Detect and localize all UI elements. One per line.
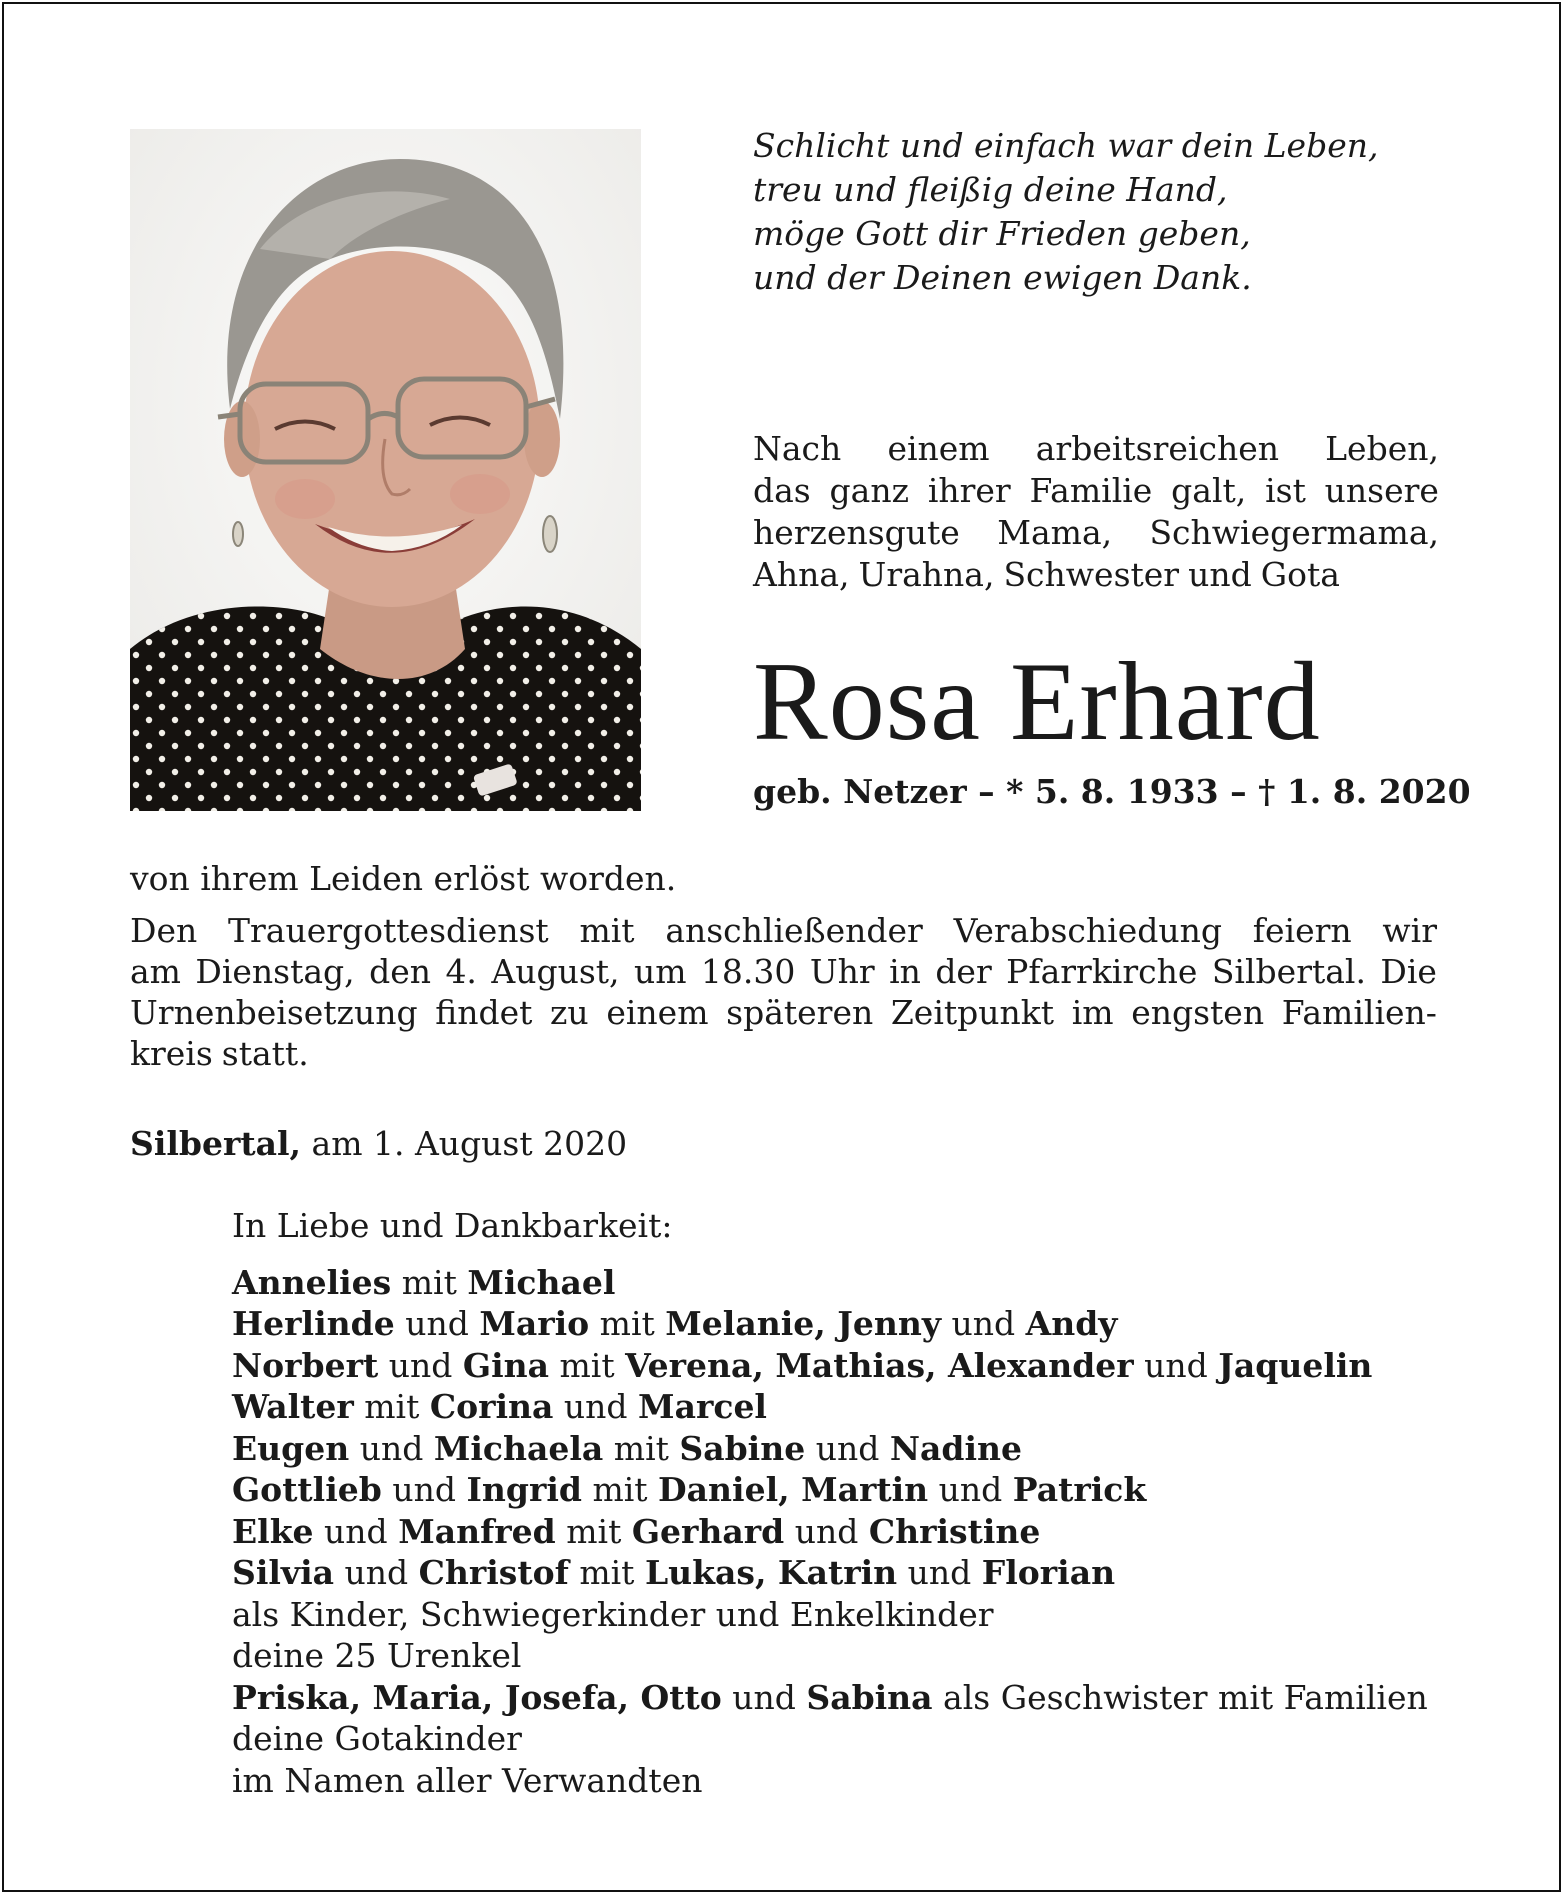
mourner-connector: deine Gotakinder — [232, 1719, 522, 1758]
word: Leben, — [1325, 429, 1439, 468]
mourner-name: Norbert — [232, 1345, 379, 1385]
deceased-name: Rosa Erhard — [753, 640, 1321, 764]
mourner-connector: als Kinder, Schwiegerkinder und Enkelkinder — [232, 1594, 994, 1634]
mourner-row — [232, 1262, 1452, 1304]
word: zu — [550, 993, 589, 1032]
birth-death-dates: geb. Netzer – * 5. 8. 1933 – † 1. 8. 2020 — [753, 772, 1471, 811]
mourner-connector: mit — [391, 1262, 468, 1302]
word: am — [130, 952, 181, 991]
word: Trauergottesdienst — [228, 911, 549, 950]
word: Den — [130, 911, 198, 950]
word: arbeitsreichen — [1035, 429, 1279, 468]
word: ganz — [829, 471, 909, 510]
mourner-row — [232, 1511, 1452, 1553]
mourner-connector: mit — [555, 1511, 632, 1551]
word: Mama, — [997, 513, 1113, 552]
word: einem — [887, 429, 990, 468]
mourner-name: Gerhard — [631, 1511, 785, 1551]
mourners-rows — [232, 1262, 1452, 1802]
word: Schwiegermama, — [1149, 513, 1439, 552]
word: späteren — [726, 993, 874, 1032]
word: feiern — [1252, 911, 1352, 950]
word: engsten — [1131, 993, 1265, 1032]
mourner-row — [232, 1386, 1452, 1428]
word: um — [633, 952, 687, 991]
word: Zeitpunkt — [890, 993, 1055, 1032]
word: Silbertal. — [1211, 952, 1366, 991]
mourner-connector: deine 25 Urenkel — [232, 1636, 522, 1675]
mourner-row — [232, 1469, 1452, 1511]
word: herzensgute — [753, 513, 960, 552]
mourner-row — [232, 1635, 1452, 1677]
word: im — [1071, 993, 1114, 1032]
word: Familien- — [1281, 993, 1437, 1032]
mourner-connector: mit — [603, 1428, 680, 1468]
mourner-name: Annelies — [232, 1262, 392, 1302]
word: Ahna, — [753, 555, 850, 594]
mourner-name: Florian — [981, 1553, 1116, 1592]
word: Nach — [753, 429, 842, 468]
mourner-name: Herlinde — [232, 1304, 395, 1343]
service-line — [130, 951, 1437, 992]
word: August, — [491, 952, 620, 991]
word: findet — [435, 993, 533, 1032]
poem-line: und der Deinen ewigen Dank. — [753, 258, 1252, 297]
released-line: von ihrem Leiden erlöst worden. — [130, 859, 677, 898]
mourner-row — [232, 1552, 1452, 1594]
word: ist — [1265, 471, 1306, 510]
mourner-name: Manfred — [398, 1511, 556, 1551]
word: Verabschiedung — [953, 911, 1222, 950]
word: Urahna, — [858, 555, 995, 594]
mourner-connector: und — [378, 1345, 463, 1385]
poem-line: Schlicht und einfach war dein Leben, — [753, 126, 1379, 165]
word: 18.30 — [700, 952, 796, 991]
word: und — [1188, 555, 1252, 594]
intro-line — [753, 428, 1439, 470]
portrait-photo — [130, 129, 641, 811]
intro-line — [753, 512, 1439, 554]
mourner-row — [232, 1428, 1452, 1470]
poem-line: treu und fleißig deine Hand, — [753, 170, 1228, 209]
mourner-name: Sabine — [679, 1428, 806, 1468]
mourner-connector: mit — [353, 1387, 430, 1426]
mourner-name: Gottlieb — [232, 1470, 382, 1509]
word: Urnenbeisetzung — [130, 993, 418, 1032]
mourner-connector: und — [1133, 1345, 1219, 1385]
mourner-name: Marcel — [638, 1387, 767, 1426]
mourner-connector: und — [394, 1304, 480, 1343]
word: statt. — [221, 1034, 309, 1073]
mourner-name: Patrick — [1012, 1470, 1147, 1509]
mourner-row — [232, 1718, 1452, 1760]
mourner-row — [232, 1677, 1452, 1719]
announcement-body — [130, 858, 1437, 1074]
word: anschließender — [665, 911, 923, 950]
mourners-lead: In Liebe und Dankbarkeit: — [232, 1206, 673, 1245]
mourner-connector: und — [334, 1553, 419, 1592]
mourner-name: Christine — [868, 1511, 1041, 1551]
mourner-name: Ingrid — [466, 1470, 582, 1509]
service-line — [130, 992, 1437, 1033]
mourner-connector: und — [805, 1428, 890, 1468]
memorial-poem — [753, 124, 1453, 300]
mourner-connector: mit — [568, 1553, 645, 1592]
mourner-connector: und — [784, 1511, 869, 1551]
mourner-connector: und — [349, 1428, 434, 1468]
mourner-connector: und — [941, 1304, 1026, 1343]
mourner-connector: und — [721, 1677, 807, 1717]
word: 4. — [445, 952, 477, 991]
word: mit — [579, 911, 635, 950]
word: unsere — [1324, 471, 1439, 510]
word: Uhr — [809, 952, 875, 991]
intro-paragraph — [753, 428, 1439, 596]
word: einem — [606, 993, 709, 1032]
mourner-name: Christof — [418, 1553, 569, 1592]
service-line — [130, 1033, 1437, 1074]
mourner-connector: im Namen aller Verwandten — [232, 1760, 703, 1800]
mourner-row — [232, 1760, 1452, 1802]
mourner-connector: und — [897, 1553, 982, 1592]
mourners-list — [232, 1205, 1452, 1801]
word: Dienstag, — [195, 952, 355, 991]
word: der — [935, 952, 992, 991]
intro-line — [753, 554, 1439, 596]
mourner-name: Michael — [467, 1262, 616, 1302]
intro-line — [753, 470, 1439, 512]
mourner-connector: als Geschwister mit Familien — [932, 1677, 1428, 1717]
mourner-connector: mit — [581, 1470, 659, 1509]
mourner-name: Nadine — [889, 1428, 1022, 1468]
mourner-name: Sabina — [806, 1677, 933, 1717]
mourner-name: Jaquelin — [1218, 1345, 1373, 1385]
mourner-name: Lukas, Katrin — [644, 1553, 898, 1592]
word: galt, — [1171, 471, 1247, 510]
word: in — [889, 952, 921, 991]
mourner-name: Michaela — [433, 1428, 604, 1468]
date: am 1. August 2020 — [311, 1124, 628, 1163]
mourner-row — [232, 1303, 1452, 1345]
mourner-connector: und — [553, 1387, 639, 1426]
word: ihrer — [927, 471, 1011, 510]
mourner-connector: und — [381, 1470, 467, 1509]
mourner-name: Daniel, Martin — [658, 1470, 929, 1509]
word: wir — [1382, 911, 1437, 950]
place-date — [130, 1122, 627, 1166]
mourner-name: Melanie, Jenny — [665, 1304, 941, 1343]
word: den — [369, 952, 432, 991]
mourner-name: Silvia — [232, 1553, 334, 1592]
mourner-name: Eugen — [232, 1428, 350, 1468]
mourner-name: Gina — [462, 1345, 549, 1385]
word: Gota — [1260, 555, 1340, 594]
mourner-name: Corina — [429, 1387, 554, 1426]
mourner-row — [232, 1594, 1452, 1636]
word: Pfarrkirche — [1006, 952, 1198, 991]
word: das — [753, 471, 811, 510]
service-line — [130, 910, 1437, 951]
mourner-name: Andy — [1025, 1304, 1118, 1343]
place: Silbertal, — [130, 1124, 302, 1163]
word: Die — [1380, 952, 1437, 991]
mourner-connector: mit — [548, 1345, 626, 1385]
mourner-name: Mario — [479, 1304, 590, 1343]
mourner-name: Elke — [232, 1511, 314, 1551]
mourner-connector: und — [313, 1511, 399, 1551]
word: kreis — [130, 1034, 213, 1073]
mourner-name: Verena, Mathias, Alexander — [625, 1345, 1134, 1385]
mourner-row — [232, 1345, 1452, 1387]
mourner-name: Walter — [232, 1387, 354, 1426]
word: Familie — [1029, 471, 1153, 510]
poem-line: möge Gott dir Frieden geben, — [753, 214, 1251, 253]
mourner-connector: mit — [589, 1304, 666, 1343]
mourner-name: Priska, Maria, Josefa, Otto — [232, 1677, 722, 1717]
mourner-connector: und — [928, 1470, 1013, 1509]
word: Schwester — [1003, 555, 1180, 594]
